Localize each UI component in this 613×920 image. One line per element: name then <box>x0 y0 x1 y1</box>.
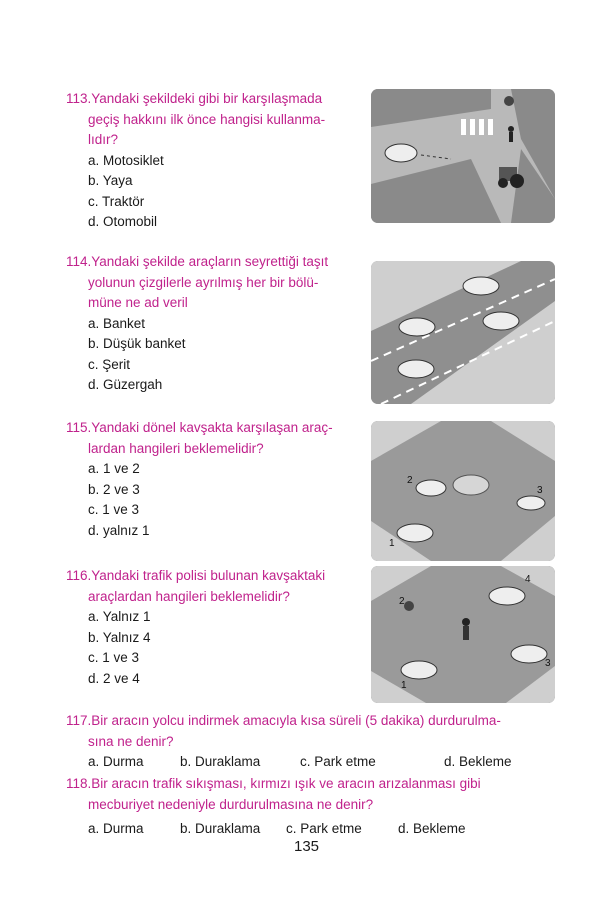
question-115 <box>66 418 366 541</box>
question-number: 113. <box>66 91 92 106</box>
figure-115-roundabout <box>371 421 555 561</box>
question-stem: 116.Yandaki trafik polisi bulunan kavşaktaki araçlardan hangileri beklemelidir? <box>66 568 326 604</box>
car-icon <box>385 144 417 162</box>
option-a: a. Yalnız 1 <box>88 609 151 624</box>
question-stem: 113.Yandaki şekildeki gibi bir karşılaşmada geçiş hakkını ilk önce hangisi kullanma- lıdır? <box>66 91 326 147</box>
question-stem: 117.Bir aracın yolcu indirmek amacıyla kısa süreli (5 dakika) durdurulma- sına ne denir? <box>66 713 501 749</box>
intersection-illustration <box>371 89 555 223</box>
question-117 <box>66 711 566 773</box>
option-c: c. 1 ve 3 <box>88 650 140 665</box>
option-b: b. 2 ve 3 <box>88 481 140 497</box>
option-d: d. Bekleme <box>444 754 512 769</box>
option-a: a. Durma <box>88 754 144 769</box>
question-116 <box>66 566 366 689</box>
car-icon <box>401 661 437 679</box>
option-d: d. Otomobil <box>88 214 158 229</box>
option-a: a. 1 ve 2 <box>88 461 140 476</box>
question-number: 116. <box>66 568 92 583</box>
option-c: c. Traktör <box>88 193 145 209</box>
vehicle-label-2: 2 <box>407 475 413 486</box>
option-b: b. Duraklama <box>180 754 261 769</box>
option-c: c. 1 ve 3 <box>88 502 140 517</box>
option-b: b. Duraklama <box>180 821 261 836</box>
question-stem: 114.Yandaki şekilde araçların seyrettiği taşıt yolunun çizgilerle ayrılmış her bir bölü- müne ne ad veril <box>66 254 329 310</box>
roundabout-illustration <box>371 421 555 561</box>
figure-113-intersection <box>371 89 555 223</box>
question-113 <box>66 89 366 233</box>
motorcycle-icon <box>404 601 414 611</box>
option-b: b. Düşük banket <box>88 336 186 351</box>
option-d: d. Bekleme <box>398 821 466 836</box>
car-icon <box>416 480 446 496</box>
question-stem: 115.Yandaki dönel kavşakta karşılaşan araç- lardan hangileri beklemelidir? <box>66 420 333 456</box>
option-a: a. Banket <box>88 315 146 331</box>
figure-116-police-intersection <box>371 566 555 703</box>
question-number: 114. <box>66 254 92 269</box>
car-icon <box>517 496 545 510</box>
question-stem: 118.Bir aracın trafik sıkışması, kırmızı ışık ve aracın arızalanması gibi mecburiyet nedeniyle durdurulmasına ne denir? <box>66 776 481 812</box>
police-intersection-illustration <box>371 566 555 703</box>
option-d: d. yalnız 1 <box>88 522 150 538</box>
vehicle-label-4: 4 <box>525 574 531 585</box>
question-114 <box>66 252 366 396</box>
options-row <box>66 752 566 773</box>
car-icon <box>399 318 435 336</box>
vehicle-label-3: 3 <box>537 485 543 496</box>
car-icon <box>398 360 434 378</box>
figure-114-road-lanes <box>371 261 555 404</box>
option-b: b. Yaya <box>88 173 133 188</box>
option-c: c. Park etme <box>286 821 362 836</box>
option-b: b. Yalnız 4 <box>88 629 151 645</box>
options-row <box>66 819 566 840</box>
option-d: d. 2 ve 4 <box>88 670 140 686</box>
option-a: a. Motosiklet <box>88 152 164 168</box>
question-number: 118. <box>66 776 92 791</box>
road-lanes-illustration <box>371 261 555 404</box>
question-number: 115. <box>66 420 92 435</box>
pedestrian-icon <box>508 126 514 132</box>
option-a: a. Durma <box>88 821 144 836</box>
option-d: d. Güzergah <box>88 377 163 392</box>
car-icon <box>397 524 433 542</box>
page-number: 135 <box>293 838 320 855</box>
car-icon <box>483 312 519 330</box>
vehicle-label-1: 1 <box>389 538 395 549</box>
question-number: 117. <box>66 713 92 728</box>
car-icon <box>489 587 525 605</box>
motorcycle-icon <box>504 96 514 106</box>
vehicle-label-3: 3 <box>545 658 551 669</box>
car-icon <box>511 645 547 663</box>
option-c: c. Şerit <box>88 356 131 372</box>
question-118 <box>66 774 566 840</box>
car-icon <box>463 277 499 295</box>
police-officer-icon <box>462 618 470 626</box>
vehicle-label-2: 2 <box>399 596 405 607</box>
vehicle-label-1: 1 <box>401 680 407 691</box>
option-c: c. Park etme <box>300 754 376 769</box>
